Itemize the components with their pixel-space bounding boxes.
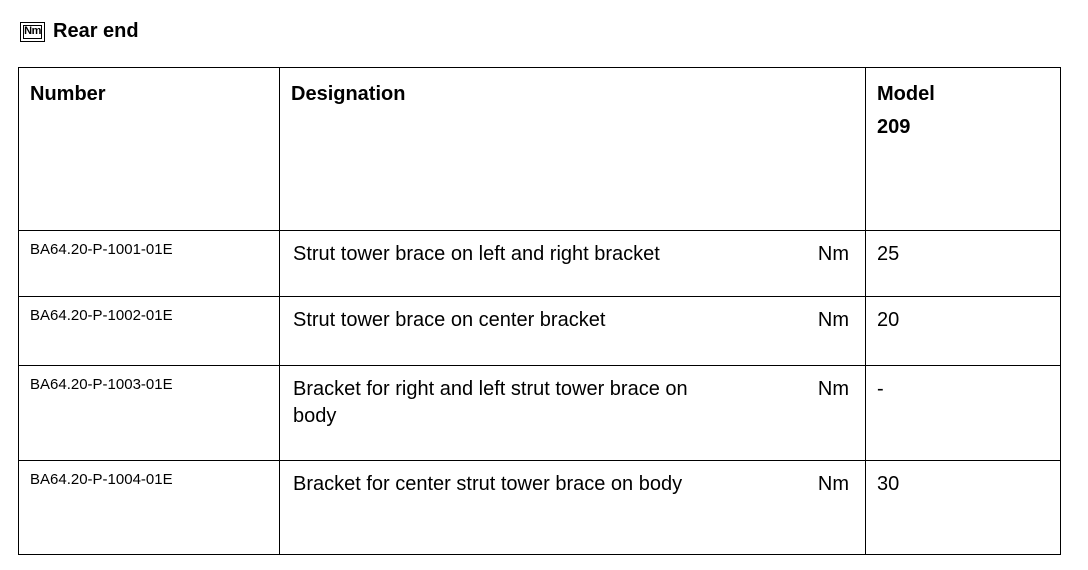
table-row <box>19 231 1061 297</box>
table-row <box>19 297 1061 366</box>
row-number: BA64.20-P-1001-01E <box>30 241 173 258</box>
torque-spec-table <box>18 67 1061 555</box>
row-value: - <box>877 378 884 400</box>
section-title: Rear end <box>53 20 139 42</box>
row-designation: Bracket for center strut tower brace on body <box>293 473 683 495</box>
model-label: Model <box>877 83 935 105</box>
row-unit: Nm <box>817 309 849 331</box>
section-heading <box>20 20 139 43</box>
row-unit: Nm <box>817 243 849 265</box>
row-designation: Bracket for right and left strut tower brace on body <box>293 378 688 427</box>
column-header-model <box>866 68 1061 231</box>
row-number: BA64.20-P-1004-01E <box>30 471 173 488</box>
row-unit: Nm <box>817 473 849 495</box>
column-header-number: Number <box>19 68 280 231</box>
table-row <box>19 366 1061 461</box>
table-header-row <box>19 68 1061 231</box>
row-value: 20 <box>877 309 900 331</box>
row-designation: Strut tower brace on center bracket <box>293 309 606 331</box>
row-value: 25 <box>877 243 900 265</box>
row-number: BA64.20-P-1003-01E <box>30 376 173 393</box>
torque-nm-icon: Nm <box>20 22 45 42</box>
row-number: BA64.20-P-1002-01E <box>30 307 173 324</box>
row-designation: Strut tower brace on left and right bracket <box>293 243 660 265</box>
column-header-designation: Designation <box>280 68 866 231</box>
row-value: 30 <box>877 473 900 495</box>
row-unit: Nm <box>817 378 849 400</box>
model-number: 209 <box>877 116 911 138</box>
table-row <box>19 461 1061 555</box>
